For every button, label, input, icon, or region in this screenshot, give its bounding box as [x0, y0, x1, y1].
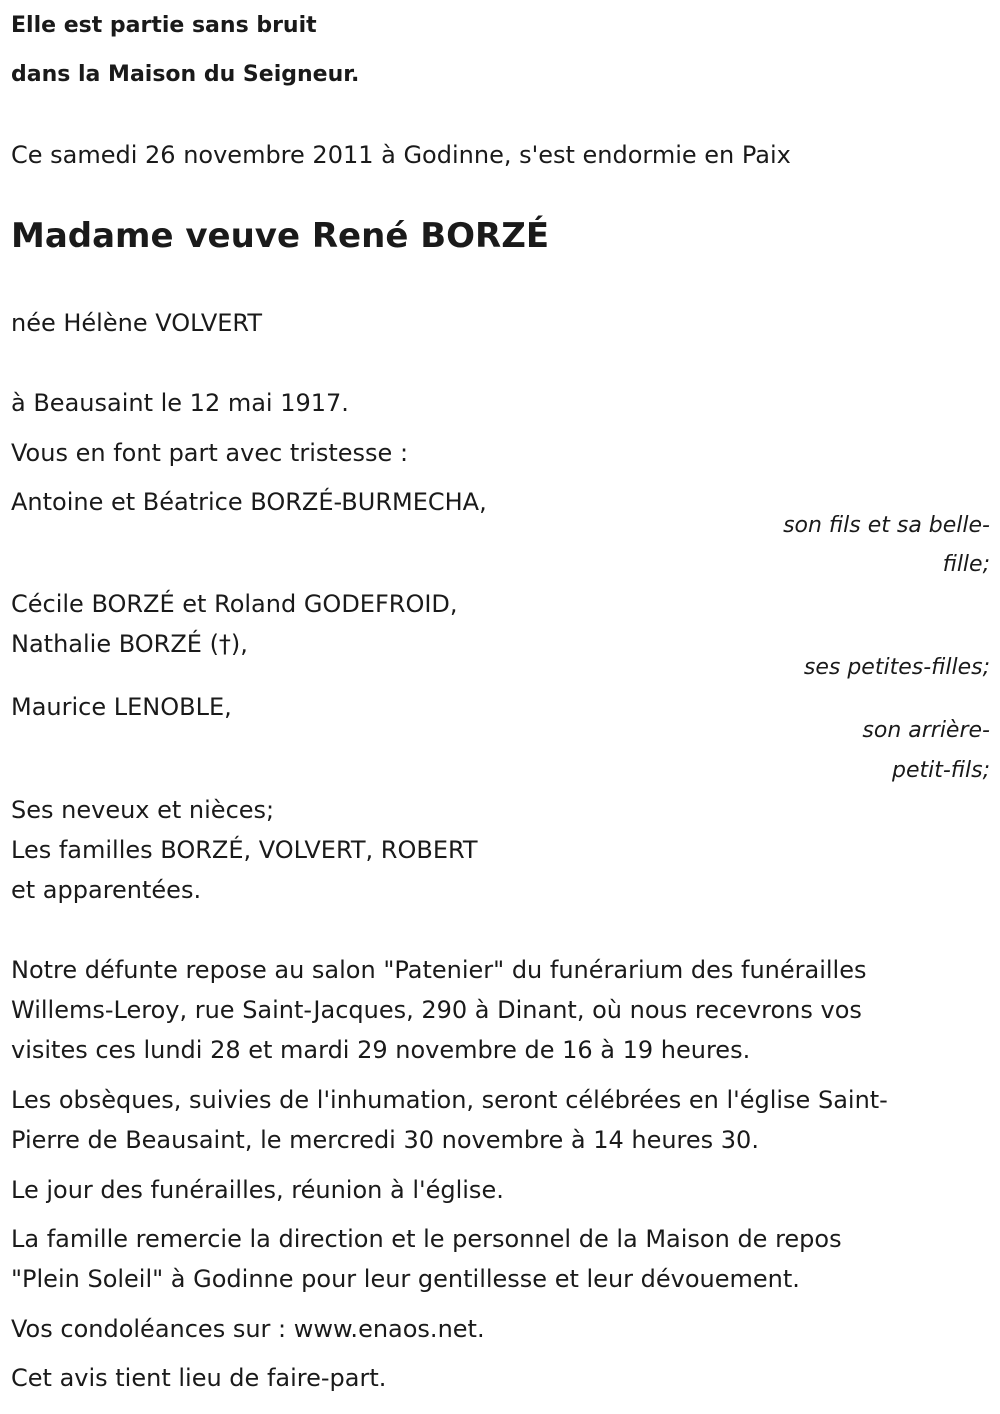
family-granddaughter-1: Cécile BORZÉ et Roland GODEFROID,	[11, 590, 458, 618]
closing-note: Cet avis tient lieu de faire-part.	[11, 1364, 387, 1392]
son-relation-line-1: son fils et sa belle-	[783, 513, 990, 538]
thanks-line-2: "Plein Soleil" à Godinne pour leur gentillesse et leur dévouement.	[11, 1265, 800, 1293]
granddaughters-relation: ses petites-filles;	[803, 655, 990, 680]
great-grandson-relation-line-1: son arrière-	[862, 718, 990, 743]
deceased-name: Madame veuve René BORZÉ	[11, 216, 550, 256]
meeting-info: Le jour des funérailles, réunion à l'église.	[11, 1176, 504, 1204]
viewing-line-1: Notre défunte repose au salon "Patenier" du funérarium des funérailles	[11, 956, 867, 984]
viewing-line-2: Willems-Leroy, rue Saint-Jacques, 290 à Dinant, où nous recevrons vos	[11, 996, 862, 1024]
family-others-1: Ses neveux et nièces;	[11, 796, 275, 824]
announcement: Ce samedi 26 novembre 2011 à Godinne, s'est endormie en Paix	[11, 141, 791, 169]
son-relation-line-2: fille;	[942, 552, 990, 577]
intro-line-2: dans la Maison du Seigneur.	[11, 62, 360, 87]
condolences-info: Vos condoléances sur : www.enaos.net.	[11, 1315, 485, 1343]
viewing-line-3: visites ces lundi 28 et mardi 29 novembre de 16 à 19 heures.	[11, 1036, 751, 1064]
family-son: Antoine et Béatrice BORZÉ-BURMECHA,	[11, 488, 487, 516]
thanks-line-1: La famille remercie la direction et le personnel de la Maison de repos	[11, 1225, 842, 1253]
family-granddaughter-2: Nathalie BORZÉ (†),	[11, 630, 248, 658]
birth-info: à Beausaint le 12 mai 1917.	[11, 389, 349, 417]
great-grandson-relation-line-2: petit-fils;	[891, 758, 990, 783]
funeral-line-1: Les obsèques, suivies de l'inhumation, seront célébrées en l'église Saint-	[11, 1086, 888, 1114]
intro-line-1: Elle est partie sans bruit	[11, 13, 317, 38]
family-intro: Vous en font part avec tristesse :	[11, 439, 409, 467]
family-others-3: et apparentées.	[11, 876, 202, 904]
funeral-line-2: Pierre de Beausaint, le mercredi 30 novembre à 14 heures 30.	[11, 1126, 759, 1154]
family-others-2: Les familles BORZÉ, VOLVERT, ROBERT	[11, 836, 478, 864]
born-name: née Hélène VOLVERT	[11, 309, 263, 337]
family-great-grandson: Maurice LENOBLE,	[11, 693, 232, 721]
